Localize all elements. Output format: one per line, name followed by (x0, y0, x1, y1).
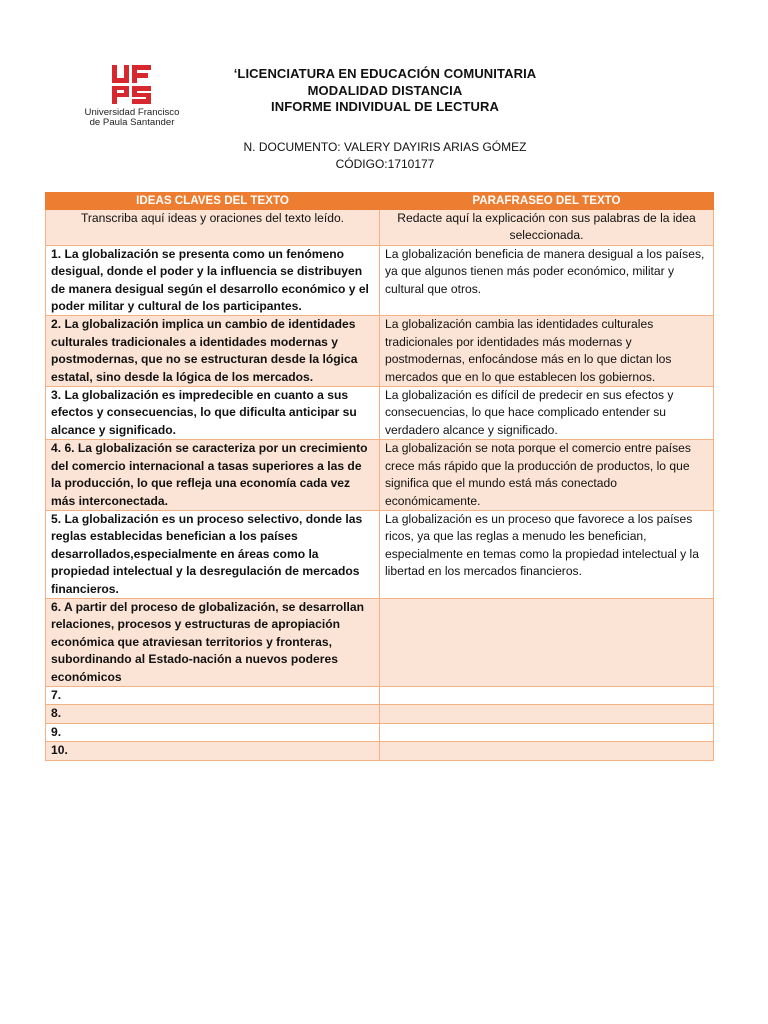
university-logo (84, 63, 180, 128)
parafraseo-cell (380, 598, 714, 686)
parafraseo-cell: La globalización es un proceso que favorece a los países ricos, ya que las reglas a menudo les benefician, especialmente en temas como la propiedad intelectual y la libertad en los mercados financieros. (380, 510, 714, 598)
table-row (46, 705, 714, 723)
table-row (46, 387, 714, 440)
parafraseo-cell (380, 742, 714, 760)
idea-cell: 5. La globalización es un proceso selectivo, donde las reglas establecidas benefician a los países desarrollados,especialmente en áreas como la propiedad intelectual y la desregulación de mercados financieros. (46, 510, 380, 598)
logo-caption-line2: de Paula Santander (89, 117, 175, 128)
parafraseo-cell: La globalización es difícil de predecir en sus efectos y consecuencias, lo que hace complicado entender su verdadero alcance y significado. (380, 387, 714, 440)
parafraseo-cell: La globalización beneficia de manera desigual a los países, ya que algunos tienen más poder económico, militar y cultural que otros. (380, 245, 714, 316)
idea-cell: 7. (46, 686, 380, 704)
idea-cell: 3. La globalización es impredecible en cuanto a sus efectos y consecuencias, lo que dificulta anticipar su alcance y significado. (46, 387, 380, 440)
table-row (46, 686, 714, 704)
idea-cell: 4. 6. La globalización se caracteriza por un crecimiento del comercio internacional a tasas superiores a las de la producción, lo que refleja una economía cada vez más interconectada. (46, 440, 380, 511)
reading-report-table (45, 192, 714, 761)
table-row (46, 742, 714, 760)
instruction-row (46, 210, 714, 246)
parafraseo-cell: La globalización se nota porque el comercio entre países crece más rápido que la producción de productos, lo que significa que el mundo está más conectado económicamente. (380, 440, 714, 511)
idea-cell: 9. (46, 723, 380, 741)
parafraseo-cell (380, 705, 714, 723)
header-report-title: INFORME INDIVIDUAL DE LECTURA (271, 99, 499, 114)
parafraseo-cell: La globalización cambia las identidades culturales tradicionales por identidades más modernas y postmodernas, enfocándose más en lo que dictan los mercados que en lo que establecen los gobiernos. (380, 316, 714, 387)
idea-cell: 2. La globalización implica un cambio de identidades culturales tradicionales a identidades modernas y postmodernas, que no se estructuran desde la lógica estatal, sino desde la lógica de los mercados. (46, 316, 380, 387)
parafraseo-cell (380, 723, 714, 741)
student-info (180, 139, 590, 172)
document-header (180, 66, 590, 116)
table-row (46, 723, 714, 741)
header-parafraseo: PARAFRASEO DEL TEXTO (380, 193, 714, 210)
table-header-row (46, 193, 714, 210)
table-row (46, 598, 714, 686)
instruction-parafraseo: Redacte aquí la explicación con sus palabras de la idea seleccionada. (380, 210, 714, 246)
table-row (46, 316, 714, 387)
student-code: CÓDIGO:1710177 (335, 156, 435, 171)
instruction-ideas: Transcriba aquí ideas y oraciones del texto leído. (46, 210, 380, 246)
header-ideas-claves: IDEAS CLAVES DEL TEXTO (46, 193, 380, 210)
idea-cell: 1. La globalización se presenta como un fenómeno desigual, donde el poder y la influencia se distribuyen de manera desigual según el desarrollo económico y el poder militar y cultural de los participantes. (46, 245, 380, 316)
idea-cell: 10. (46, 742, 380, 760)
idea-cell: 6. A partir del proceso de globalización, se desarrollan relaciones, procesos y estructuras de apropiación económica que atraviesan territorios y fronteras, subordinando al Estado-nación a nuevos poderes económicos (46, 598, 380, 686)
header-modality: MODALIDAD DISTANCIA (307, 82, 463, 98)
ufps-logo-icon (84, 63, 180, 105)
table-row (46, 440, 714, 511)
idea-cell: 8. (46, 705, 380, 723)
table-row (46, 245, 714, 316)
document-number: N. DOCUMENTO: VALERY DAYIRIS ARIAS GÓMEZ (243, 140, 527, 154)
table-row (46, 510, 714, 598)
logo-caption-line1: Universidad Francisco (84, 107, 180, 118)
parafraseo-cell (380, 686, 714, 704)
header-program: ‘LICENCIATURA EN EDUCACIÓN COMUNITARIA (233, 66, 537, 81)
